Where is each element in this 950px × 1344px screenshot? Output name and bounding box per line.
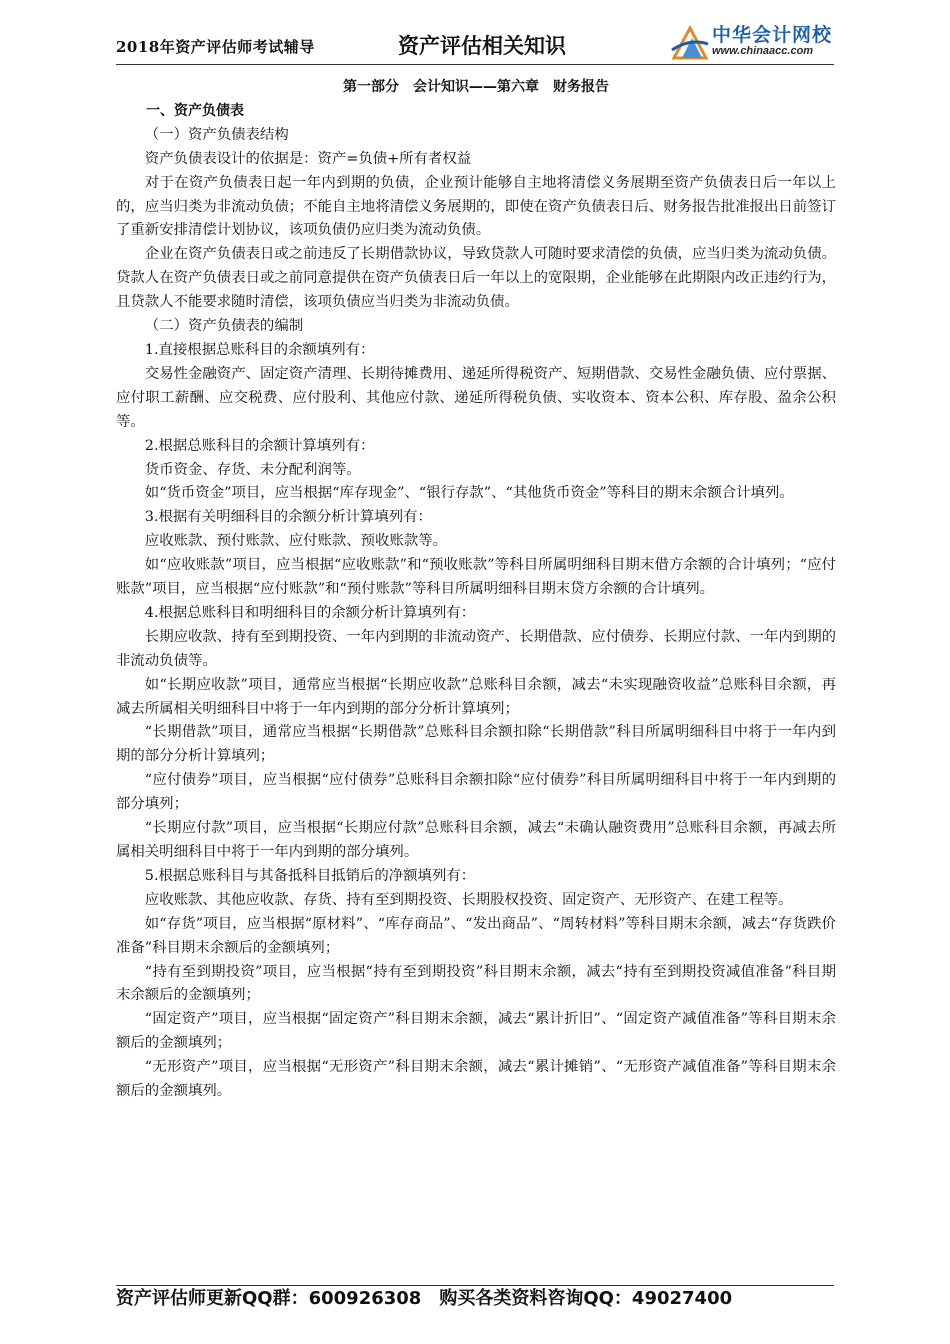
exam-name: 2018年资产评估师考试辅导 xyxy=(116,38,315,56)
chapter-title: 第一部分 会计知识——第六章 财务报告 xyxy=(343,79,609,95)
paragraph: 对于在资产负债表日起一年内到期的负债，企业预计能够自主地将清偿义务展期至资产负债表日后一年以上的，应当归类为非流动负债；不能自主地将清偿义务展期的，即使在资产负债表日后、财务报告批准报出日前签订了重新安排清偿计划协议，该项负债仍应归类为流动负债。 xyxy=(116,174,836,239)
paragraph: （二）资产负债表的编制 xyxy=(144,318,304,335)
section-heading: 一、资产负债表 xyxy=(146,102,244,119)
paragraph: （一）资产负债表结构 xyxy=(144,126,289,143)
paragraph: 5.根据总账科目与其备抵科目抵销后的净额填列有： xyxy=(144,867,476,884)
paragraph: 货币资金、存货、未分配利润等。 xyxy=(144,461,361,478)
page-header xyxy=(116,18,846,68)
paragraph: 企业在资产负债表日或之前违反了长期借款协议，导致贷款人可随时要求清偿的负债，应当归类为流动负债。贷款人在资产负债表日或之前同意提供在资产负债表日后一年以上的宽限期，企业能够在此期限内改正违约行为，且贷款人不能要求随时清偿，该项负债应当归类为非流动负债。 xyxy=(116,246,836,311)
paragraph: 应收账款、其他应收款、存货、持有至到期投资、长期股权投资、固定资产、无形资产、在建工程等。 xyxy=(144,891,793,908)
paragraph: “固定资产”项目，应当根据“固定资产”科目期末余额，减去“累计折旧”、“固定资产减值准备”等科目期末余额后的金额填列； xyxy=(116,1011,836,1052)
paragraph: 应收账款、预付账款、应付账款、预收账款等。 xyxy=(144,533,448,550)
paragraph: 如“货币资金”项目，应当根据“库存现金”、“银行存款”、“其他货币资金”等科目的期末余额合计填列。 xyxy=(144,485,794,502)
school-logo-icon xyxy=(670,24,710,60)
paragraph: 交易性金融资产、固定资产清理、长期待摊费用、递延所得税资产、短期借款、交易性金融负债、应付票据、应付职工薪酬、应交税费、应付股利、其他应付款、递延所得税负债、实收资本、资本公积、库存股、盈余公积等。 xyxy=(116,365,836,430)
paragraph: 如“应收账款”项目，应当根据“应收账款”和“预收账款”等科目所属明细科目期末借方余额的合计填列；“应付账款”项目，应当根据“应付账款”和“预付账款”等科目所属明细科目期末贷方余额的合计填列。 xyxy=(116,557,836,598)
paragraph: 4.根据总账科目和明细科目的余额分析计算填列有： xyxy=(144,604,476,621)
document-body xyxy=(116,76,836,1104)
footer-contact: 资产评估师更新QQ群：600926308 购买各类资料咨询QQ：49027400 xyxy=(116,1288,733,1309)
logo-url[interactable]: www.chinaacc.com xyxy=(712,45,814,57)
paragraph: “长期借款”项目，通常应当根据“长期借款”总账科目余额扣除“长期借款”科目所属明细科目中将于一年内到期的部分分析计算填列； xyxy=(116,724,836,765)
logo-name: 中华会计网校 xyxy=(712,24,833,46)
paragraph: “持有至到期投资”项目，应当根据“持有至到期投资”科目期末余额，减去“持有至到期投资减值准备”科目期末余额后的金额填列； xyxy=(116,963,836,1004)
paragraph: 长期应收款、持有至到期投资、一年内到期的非流动资产、长期借款、应付债券、长期应付款、一年内到期的非流动负债等。 xyxy=(116,628,836,669)
paragraph: “无形资产”项目，应当根据“无形资产”科目期末余额，减去“累计摊销”、“无形资产减值准备”等科目期末余额后的金额填列。 xyxy=(116,1059,836,1100)
subject-title: 资产评估相关知识 xyxy=(398,34,566,58)
paragraph: 如“长期应收款”项目，通常应当根据“长期应收款”总账科目余额，减去“未实现融资收益”总账科目余额，再减去所属相关明细科目中将于一年内到期的部分分析计算填列； xyxy=(116,676,836,717)
paragraph: 资产负债表设计的依据是：资产=负债+所有者权益 xyxy=(144,150,472,167)
paragraph: 2.根据总账科目的余额计算填列有： xyxy=(144,437,375,454)
header-divider xyxy=(116,64,834,65)
paragraph: 如“存货”项目，应当根据“原材料”、“库存商品”、“发出商品”、“周转材料”等科目期末余额，减去“存货跌价准备”科目期末余额后的金额填列； xyxy=(116,915,836,956)
paragraph: 3.根据有关明细科目的余额分析计算填列有： xyxy=(144,509,432,526)
school-logo[interactable] xyxy=(670,20,846,62)
paragraph: “应付债券”项目，应当根据“应付债券”总账科目余额扣除“应付债券”科目所属明细科目中将于一年内到期的部分填列； xyxy=(116,772,836,813)
paragraph: 1.直接根据总账科目的余额填列有： xyxy=(144,341,375,358)
paragraph: “长期应付款”项目，应当根据“长期应付款”总账科目余额，减去“未确认融资费用”总账科目余额，再减去所属相关明细科目中将于一年内到期的部分填列。 xyxy=(116,820,836,860)
